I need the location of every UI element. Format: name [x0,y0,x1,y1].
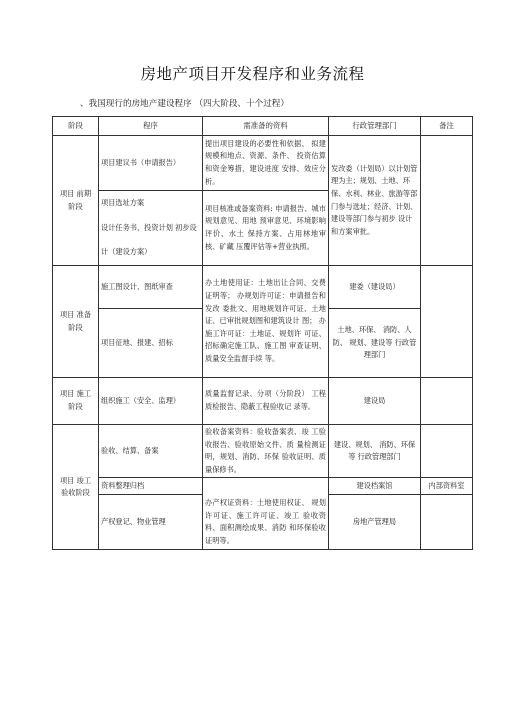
procedure-cell: 项目征地、报建、招标 [99,309,203,378]
department-cell: 建设、规划、 消防、环保等 行政管理部门 [329,425,421,478]
materials-cell: 项目核准或备案资料: 申请报告、城市规划意见、用地 预审意见、环境影响评价、水土 保持方案、占用林地审核、矿藏 压覆评估等+营业执照。 [203,191,329,266]
procedure-cell: 施工图设计、图纸审查 [99,266,203,309]
header-materials: 需准备的资料 [203,117,329,136]
procedure-cell: 产权登记、物业管理 [99,495,203,550]
document-subtitle: 、我国现行的房地产建设程序 （四大阶段、十个过程） [80,99,289,109]
remark-cell [421,495,473,550]
procedure-cell: 项目建议书（申请报告） [99,136,203,191]
header-department: 行政管理部门 [329,117,421,136]
header-procedure: 程序 [99,117,203,136]
materials-cell: 提出项目建设的必要性和依据、 拟建规模和地点、资源、条件、 投资估算和资金筹措、建设进度 安排、效应分析。 [203,136,329,191]
materials-cell: 办土地使用证：土地出让合同、交费证明等； 办规划许可证：申请报告和发改 委批文、用地规划许可证、土地 证、已审批规划图和建筑设计 图； 办施工许可证：土地证、规划许 可证、招标确定施工队、施工图 审查证明、质量安全监督手续 等。 [203,266,329,378]
remark-cell [421,425,473,478]
stage-construction: 项目 施工 阶段 [53,378,99,425]
remark-cell [421,266,473,378]
table-row [53,478,473,495]
document-title: 房地产项目开发程序和业务流程 [140,65,365,83]
stage-preliminary: 项目 前期 阶段 [53,136,99,266]
stage-completion: 项目 竣工 验收阶段 [53,425,99,550]
table-row [53,495,473,550]
header-remark: 备注 [421,117,473,136]
department-cell: 建设局 [329,378,421,425]
procedure-cell: 资料整理归档 [99,478,203,495]
table-row [53,136,473,191]
table-row [53,266,473,309]
stage-preparation: 项目 准备 阶段 [53,266,99,378]
table-header-row [53,117,473,136]
department-cell: 建委（建设局） [329,266,421,309]
materials-cell [203,478,329,495]
procedure-cell: 组织施工（安全、监理） [99,378,203,425]
materials-cell: 验收备案资料：验收备案表、竣 工验收报告、验收原始文件、质 量检测证明，规划、消防、环保 验收证明、质量保修书。 [203,425,329,478]
materials-cell: 质量监督记录、分项（分阶段） 工程质检报告、隐蔽工程验收记 录等。 [203,378,329,425]
table-row [53,378,473,425]
department-cell: 土地、环保、 消防、人防、 规划、建设等 行政管理部门 [329,309,421,378]
procedure-cell: 设计任务书、投资计划 初步设计（建设方案） [99,215,203,266]
department-cell: 建设档案馆 [329,478,421,495]
materials-cell: 办产权证资料：土地使用权证、 规划许可证、施工许可证、竣工 验收资料、面积测绘成果、消防 和环保验收证明等。 [203,495,329,550]
header-stage: 阶段 [53,117,99,136]
procedure-cell: 项目选址方案 [99,191,203,216]
remark-cell [421,136,473,266]
procedure-cell: 验收、结算、备案 [99,425,203,478]
remark-cell: 内部资料室 [421,478,473,495]
remark-cell [421,378,473,425]
department-cell: 房地产管理局 [329,495,421,550]
department-cell: 发改委（计划局）以计划管理为主；规划、土地、环保、水利、林业、旅游等部门参与选址；经济、计划、建设等部门参与初步 设计和方案审批。 [329,136,421,266]
process-table [52,116,473,550]
table-row [53,425,473,478]
